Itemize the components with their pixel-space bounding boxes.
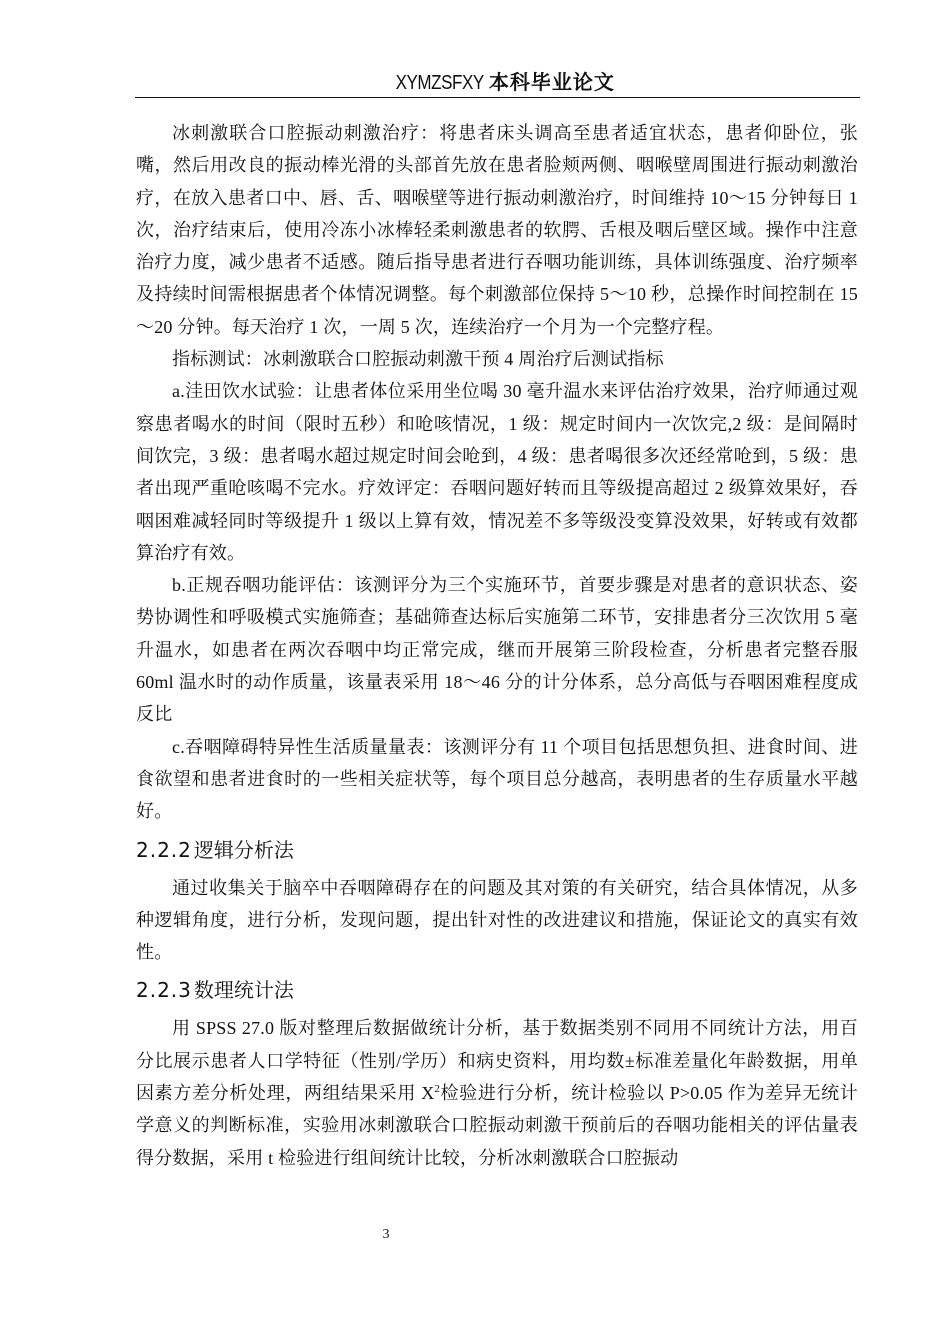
paragraph-statistics [136, 1012, 858, 1173]
paragraph-treatment: 冰刺激联合口腔振动刺激治疗：将患者床头调高至患者适宜状态，患者仰卧位，张嘴，然后用改良的振动棒光滑的头部首先放在患者脸颊两侧、咽喉壁周围进行振动刺激治疗，在放入患者口中、唇、舌、咽喉壁等进行振动刺激治疗，时间维持 10～15 分钟每日 1 次，治疗结束后，使用冷冻小冰棒轻柔刺激患者的软腭、舌根及咽后壁区域。操作中注意治疗力度，减少患者不适感。随后指导患者进行吞咽功能训练，具体训练强度、治疗频率及持续时间需根据患者个体情况调整。每个刺激部位保持 5～10 秒，总操作时间控制在 15～20 分钟。每天治疗 1 次，一周 5 次，连续治疗一个月为一个完整疗程。 [136, 123, 858, 337]
section-number: 2.2.3 [136, 978, 192, 1003]
section-heading-2-2-2 [136, 828, 858, 872]
chi-square-superscript: 2 [434, 1083, 441, 1096]
paragraph-logic-analysis: 通过收集关于脑卒中吞咽障碍存在的问题及其对策的有关研究，结合具体情况，从多种逻辑角度，进行分析，发现问题，提出针对性的改进建议和措施，保证论文的真实有效性。 [136, 877, 858, 963]
paragraph-indicators: 指标测试：冰刺激联合口腔振动刺激干预 4 周治疗后测试指标 [172, 349, 664, 370]
header-divider [135, 97, 860, 98]
section-heading-2-2-3 [136, 968, 858, 1012]
section-number: 2.2.2 [136, 837, 192, 862]
section-title: 数理统计法 [193, 978, 294, 1003]
page-number: 3 [382, 1227, 390, 1242]
paragraph-item-c: c.吞咽障碍特异性生活质量量表：该测评分有 11 个项目包括思想负担、进食时间、进食欲望和患者进食时的一些相关症状等，每个项目总分越高，表明患者的生存质量水平越好。 [136, 736, 858, 822]
statistics-text-part2: 检验进行分析，统计检验以 P>0.05 作为差异无统计学意义的判断标准，实验用冰刺激联合口腔振动刺激干预前后的吞咽功能相关的评估量表得分数据，采用 t 检验进行组间统计比较，分析冰刺激联合口腔振动 [136, 1083, 858, 1168]
section-title: 逻辑分析法 [193, 837, 294, 862]
header-thesis-label: 本科毕业论文 [488, 70, 615, 94]
running-header [135, 68, 860, 96]
paragraph-item-b: b.正规吞咽功能评估：该测评分为三个实施环节，首要步骤是对患者的意识状态、姿势协调性和呼吸模式实施筛查；基础筛查达标后实施第二环节，安排患者分三次饮用 5 毫升温水，如患者在两次吞咽中均正常完成，继而开展第三阶段检查，分析患者完整吞服 60ml 温水时的动作质量，该量表采用 18～46 分的计分体系，总分高低与吞咽困难程度成反比 [136, 575, 858, 725]
body-text [136, 117, 858, 1174]
header-institution-code: XYMZSFXY [395, 72, 484, 94]
paragraph-item-a: a.洼田饮水试验：让患者体位采用坐位喝 30 毫升温水来评估治疗效果，治疗师通过观察患者喝水的时间（限时五秒）和呛咳情况，1 级：规定时间内一次饮完,2 级：是间隔时间饮完，3 级：患者喝水超过规定时间会呛到，4 级：患者喝很多次还经常呛到，5 级：患者出现严重呛咳喝不完水。疗效评定：吞咽问题好转而且等级提高超过 2 级算效果好，吞咽困难减轻同时等级提升 1 级以上算有效，情况差不多等级没变算没效果，好转或有效都算治疗有效。 [136, 381, 858, 563]
statistics-text-part1: 用 SPSS 27.0 版对整理后数据做统计分析，基于数据类别不同用不同统计方法，用百分比展示患者人口学特征（性别/学历）和病史资料，用均数±标准差量化年龄数据，用单因素方差分析处理，两组结果采用 X [136, 1018, 858, 1104]
